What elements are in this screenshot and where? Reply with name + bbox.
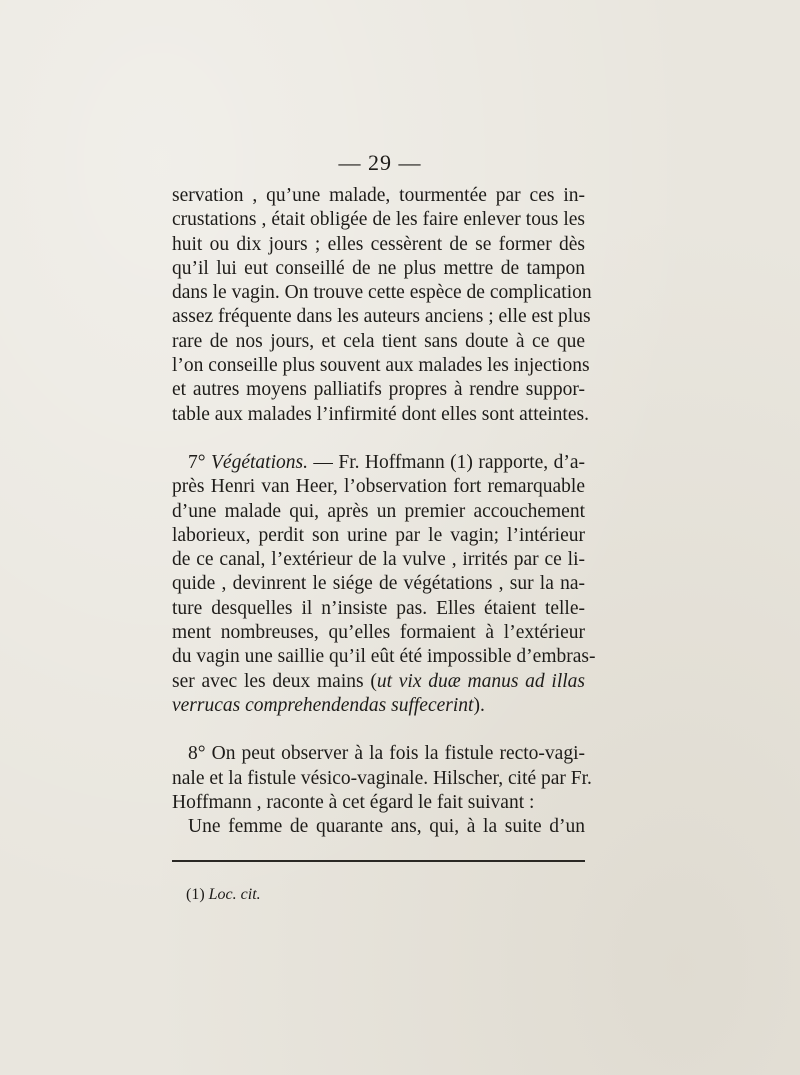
text-line: laborieux, perdit son urine par le vagin; l’intérieur [172, 524, 585, 546]
text-fragment: ). [473, 694, 485, 716]
text-line: du vagin une saillie qu’il eût été impossible d’embras- [172, 646, 596, 668]
text-line: table aux malades l’infirmité dont elles sont atteintes. [172, 403, 589, 425]
text-line [172, 694, 585, 718]
paragraph-gap [172, 427, 585, 451]
text-line [172, 451, 585, 475]
latin-quote: ut vix duæ manus ad illas [376, 670, 586, 692]
text-line: 8° On peut observer à la fois la fistule recto-vagi- [188, 743, 585, 765]
text-line: Hoffmann , raconte à cet égard le fait suivant : [172, 791, 535, 813]
text-line [172, 670, 585, 694]
text-line: d’une malade qui, après un premier accouchement [172, 500, 585, 522]
text-line: près Henri van Heer, l’observation fort remarquable [172, 476, 585, 498]
page-number: — 29 — [338, 150, 422, 175]
text-line: ment nombreuses, qu’elles formaient à l’extérieur [172, 622, 585, 644]
text-line: assez fréquente dans les auteurs anciens ; elle est plus [172, 306, 591, 328]
text-line: et autres moyens palliatifs propres à rendre suppor- [172, 379, 585, 401]
text-line: rare de nos jours, et cela tient sans doute à ce que [172, 330, 585, 352]
section-number: 7° [188, 451, 206, 473]
text-line: Une femme de quarante ans, qui, à la suite d’un [188, 816, 585, 838]
text-line: huit ou dix jours ; elles cessèrent de se former dès [172, 233, 585, 255]
text-fragment: ser avec les deux mains ( [172, 670, 377, 692]
latin-quote: verrucas comprehendendas suffecerint [172, 694, 474, 716]
footnote-divider [172, 860, 585, 862]
text-fragment: — Fr. Hoffmann (1) rapporte, d’a- [307, 451, 586, 473]
text-line: ture desquelles il n’insiste pas. Elles étaient telle- [172, 597, 585, 619]
text-line: nale et la fistule vésico-vaginale. Hilscher, cité par Fr. [172, 767, 592, 789]
text-line: de ce canal, l’extérieur de la vulve , irrités par ce li- [172, 549, 585, 571]
text-line: l’on conseille plus souvent aux malades les injections [172, 355, 590, 377]
text-line: quide , devinrent le siége de végétations , sur la na- [172, 573, 585, 595]
text-line: servation , qu’une malade, tourmentée par ces in- [172, 185, 585, 206]
footnote-text: Loc. cit. [208, 886, 261, 903]
footnote-marker: (1) [186, 886, 205, 903]
footnote [186, 886, 261, 904]
section-heading: Végétations. [211, 451, 308, 473]
body-text [172, 184, 596, 839]
text-line: crustations , était obligée de les faire enlever tous les [172, 209, 585, 231]
text-line: qu’il lui eut conseillé de ne plus mettre de tampon [172, 257, 585, 279]
text-line: dans le vagin. On trouve cette espèce de complication [172, 282, 592, 304]
paragraph-gap [172, 718, 585, 742]
